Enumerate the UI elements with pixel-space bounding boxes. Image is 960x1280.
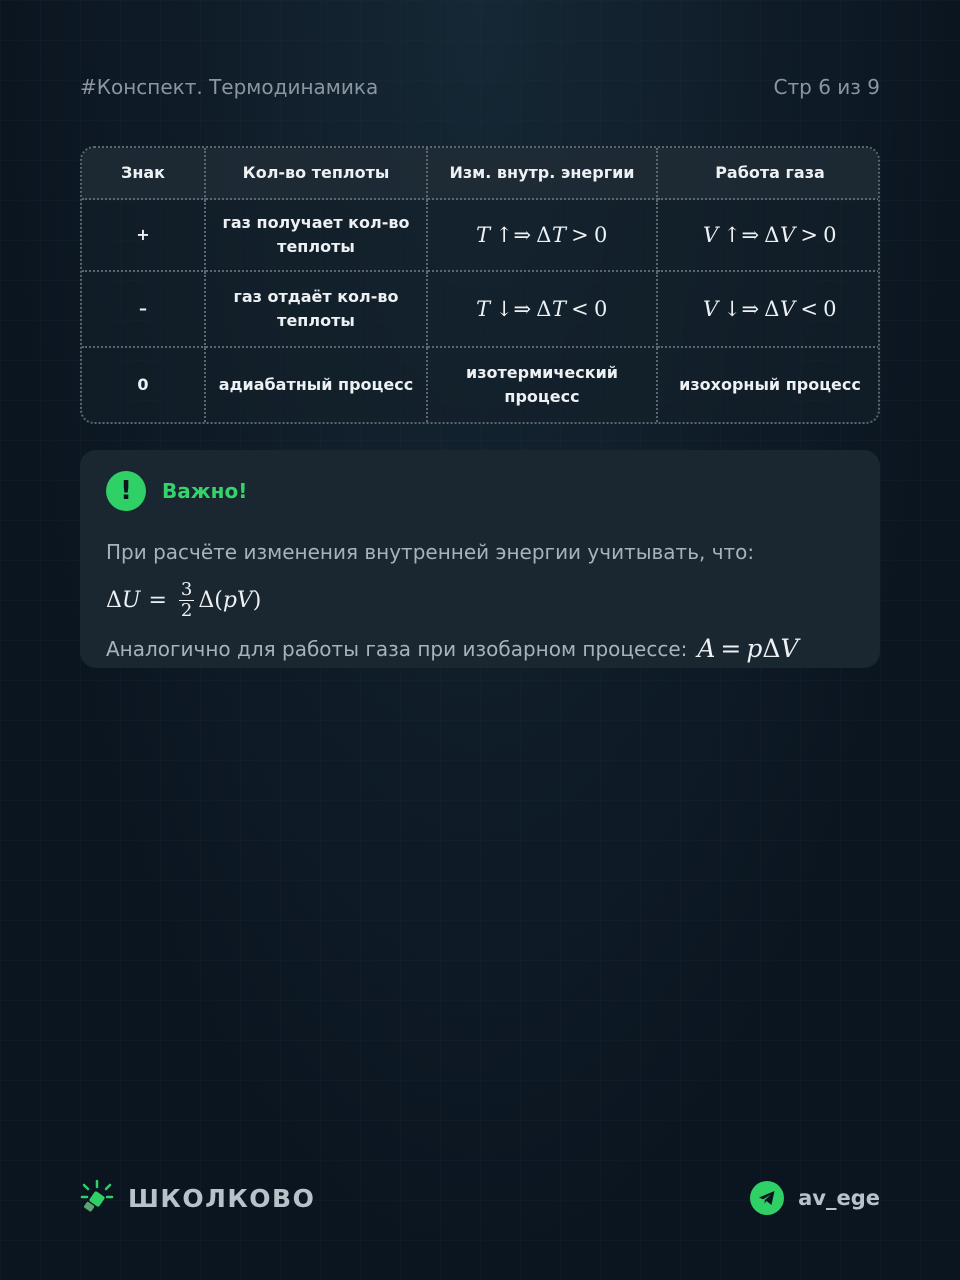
table-cell-sign: + [82, 200, 206, 272]
page-footer [80, 1176, 880, 1220]
note-text-isobaric: Аналогично для работы газа при изобарном процессе: [106, 636, 688, 661]
channel-name[interactable]: av_ege [798, 1186, 880, 1210]
table-header-energy: Изм. внутр. энергии [428, 148, 658, 200]
page-indicator: Стр 6 из 9 [773, 75, 880, 99]
table-header-sign: Знак [82, 148, 206, 200]
table-cell-heat: газ получает кол-во теплоты [206, 200, 428, 272]
table-cell-energy: изотермический процесс [428, 348, 658, 422]
table-cell-heat: газ отдаёт кол-во теплоты [206, 272, 428, 348]
page-header [80, 72, 880, 102]
table-cell-heat: адиабатный процесс [206, 348, 428, 422]
table-cell-work: изохорный процесс [679, 375, 861, 394]
table-cell-energy-formula: T ↑⇒ ΔT > 0 [428, 200, 658, 272]
note-title: Важно! [162, 479, 248, 503]
brand [80, 1179, 315, 1217]
document-title: #Конспект. Термодинамика [80, 75, 379, 99]
telegram-channel[interactable] [750, 1181, 880, 1215]
work-formula: A = pΔV [697, 634, 799, 663]
table-cell-work-formula: V ↓⇒ ΔV < 0 [658, 272, 880, 348]
note-text: При расчёте изменения внутренней энергии учитывать, что: [106, 540, 755, 564]
brand-name: ШКОЛКОВО [128, 1183, 316, 1213]
school-logo-icon [80, 1179, 114, 1217]
important-note-card [80, 450, 880, 668]
internal-energy-formula: Δ U = $\frac{3}{2}$ Δ ( p V ) [106, 578, 262, 621]
fraction: $\frac{3}{2}$ [180, 578, 193, 621]
table-cell-sign: 0 [82, 348, 206, 422]
table-header-work: Работа газа [658, 148, 880, 200]
table-cell-energy-formula: T ↓⇒ ΔT < 0 [428, 272, 658, 348]
table-cell-sign: – [82, 272, 206, 348]
exclamation-icon: ! [106, 471, 146, 511]
thermo-sign-table [80, 146, 880, 424]
telegram-icon [750, 1181, 784, 1215]
table-cell-work-formula: V ↑⇒ ΔV > 0 [658, 200, 880, 272]
table-header-heat: Кол-во теплоты [206, 148, 428, 200]
